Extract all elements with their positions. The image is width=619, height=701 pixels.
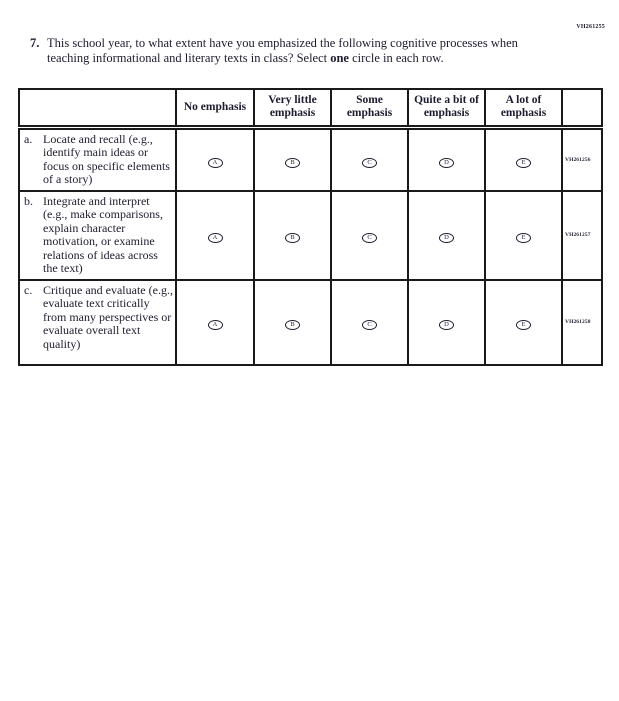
header-very-little-emphasis: Very little emphasis	[254, 89, 331, 127]
row-c-cell-some	[331, 280, 408, 365]
row-c-cell-very-little	[254, 280, 331, 365]
row-c-cell-a-lot	[485, 280, 562, 365]
header-row	[19, 89, 602, 127]
answer-oval-c-very-little[interactable]: B	[285, 320, 300, 330]
row-b-cell-quite-a-bit	[408, 191, 485, 280]
table-row-b	[19, 191, 602, 280]
emphasis-matrix-table	[18, 88, 603, 366]
row-a-cell-quite-a-bit	[408, 127, 485, 191]
question-text-end: circle in each row.	[348, 50, 444, 65]
answer-oval-b-quite-a-bit[interactable]: D	[439, 233, 454, 243]
question-7	[30, 36, 545, 65]
row-b-cell-no-emphasis	[176, 191, 254, 280]
answer-oval-a-a-lot[interactable]: E	[516, 158, 531, 168]
row-c-code: VH261258	[562, 280, 602, 365]
row-c-text: Critique and evaluate (e.g., evaluate text critically from many perspectives or evaluate overall text quality)	[43, 282, 173, 351]
header-blank-cell	[19, 89, 176, 127]
question-number: 7.	[30, 36, 40, 50]
row-b-cell-very-little	[254, 191, 331, 280]
row-a-text: Locate and recall (e.g., identify main ideas or focus on specific elements of a story)	[43, 131, 170, 186]
header-no-emphasis: No emphasis	[176, 89, 254, 127]
answer-oval-a-quite-a-bit[interactable]: D	[439, 158, 454, 168]
answer-oval-c-quite-a-bit[interactable]: D	[439, 320, 454, 330]
answer-oval-b-some[interactable]: C	[362, 233, 377, 243]
row-a-code: VH261256	[562, 127, 602, 191]
question-text-start: This school year, to what extent have you emphasized the following cognitive processes when teaching informational and literary texts in class? Select	[47, 36, 518, 65]
answer-oval-c-a-lot[interactable]: E	[516, 320, 531, 330]
row-a-label-cell	[19, 127, 176, 191]
answer-oval-b-very-little[interactable]: B	[285, 233, 300, 243]
answer-oval-c-some[interactable]: C	[362, 320, 377, 330]
question-text	[47, 36, 545, 65]
row-b-cell-some	[331, 191, 408, 280]
header-some-emphasis: Some emphasis	[331, 89, 408, 127]
table-row-c	[19, 280, 602, 365]
row-c-cell-no-emphasis	[176, 280, 254, 365]
answer-oval-a-very-little[interactable]: B	[285, 158, 300, 168]
row-c-label-cell	[19, 280, 176, 365]
row-c-letter: c.	[24, 282, 33, 297]
question-bold-word: one	[330, 50, 349, 65]
row-b-code: VH261257	[562, 191, 602, 280]
row-a-letter: a.	[24, 131, 33, 146]
row-b-cell-a-lot	[485, 191, 562, 280]
row-c-cell-quite-a-bit	[408, 280, 485, 365]
row-b-letter: b.	[24, 193, 33, 208]
table-row-a	[19, 127, 602, 191]
row-b-label-cell	[19, 191, 176, 280]
header-quite-a-bit-of-emphasis: Quite a bit of emphasis	[408, 89, 485, 127]
row-a-cell-a-lot	[485, 127, 562, 191]
row-a-cell-no-emphasis	[176, 127, 254, 191]
row-a-cell-some	[331, 127, 408, 191]
answer-oval-b-a-lot[interactable]: E	[516, 233, 531, 243]
row-a-cell-very-little	[254, 127, 331, 191]
answer-oval-c-no-emphasis[interactable]: A	[208, 320, 223, 330]
answer-oval-a-no-emphasis[interactable]: A	[208, 158, 223, 168]
answer-oval-b-no-emphasis[interactable]: A	[208, 233, 223, 243]
header-a-lot-of-emphasis: A lot of emphasis	[485, 89, 562, 127]
row-b-text: Integrate and interpret (e.g., make comparisons, explain character motivation, or examine relations of ideas across the text)	[43, 193, 163, 275]
form-code-top: VH261255	[576, 24, 605, 30]
header-code-cell	[562, 89, 602, 127]
answer-oval-a-some[interactable]: C	[362, 158, 377, 168]
